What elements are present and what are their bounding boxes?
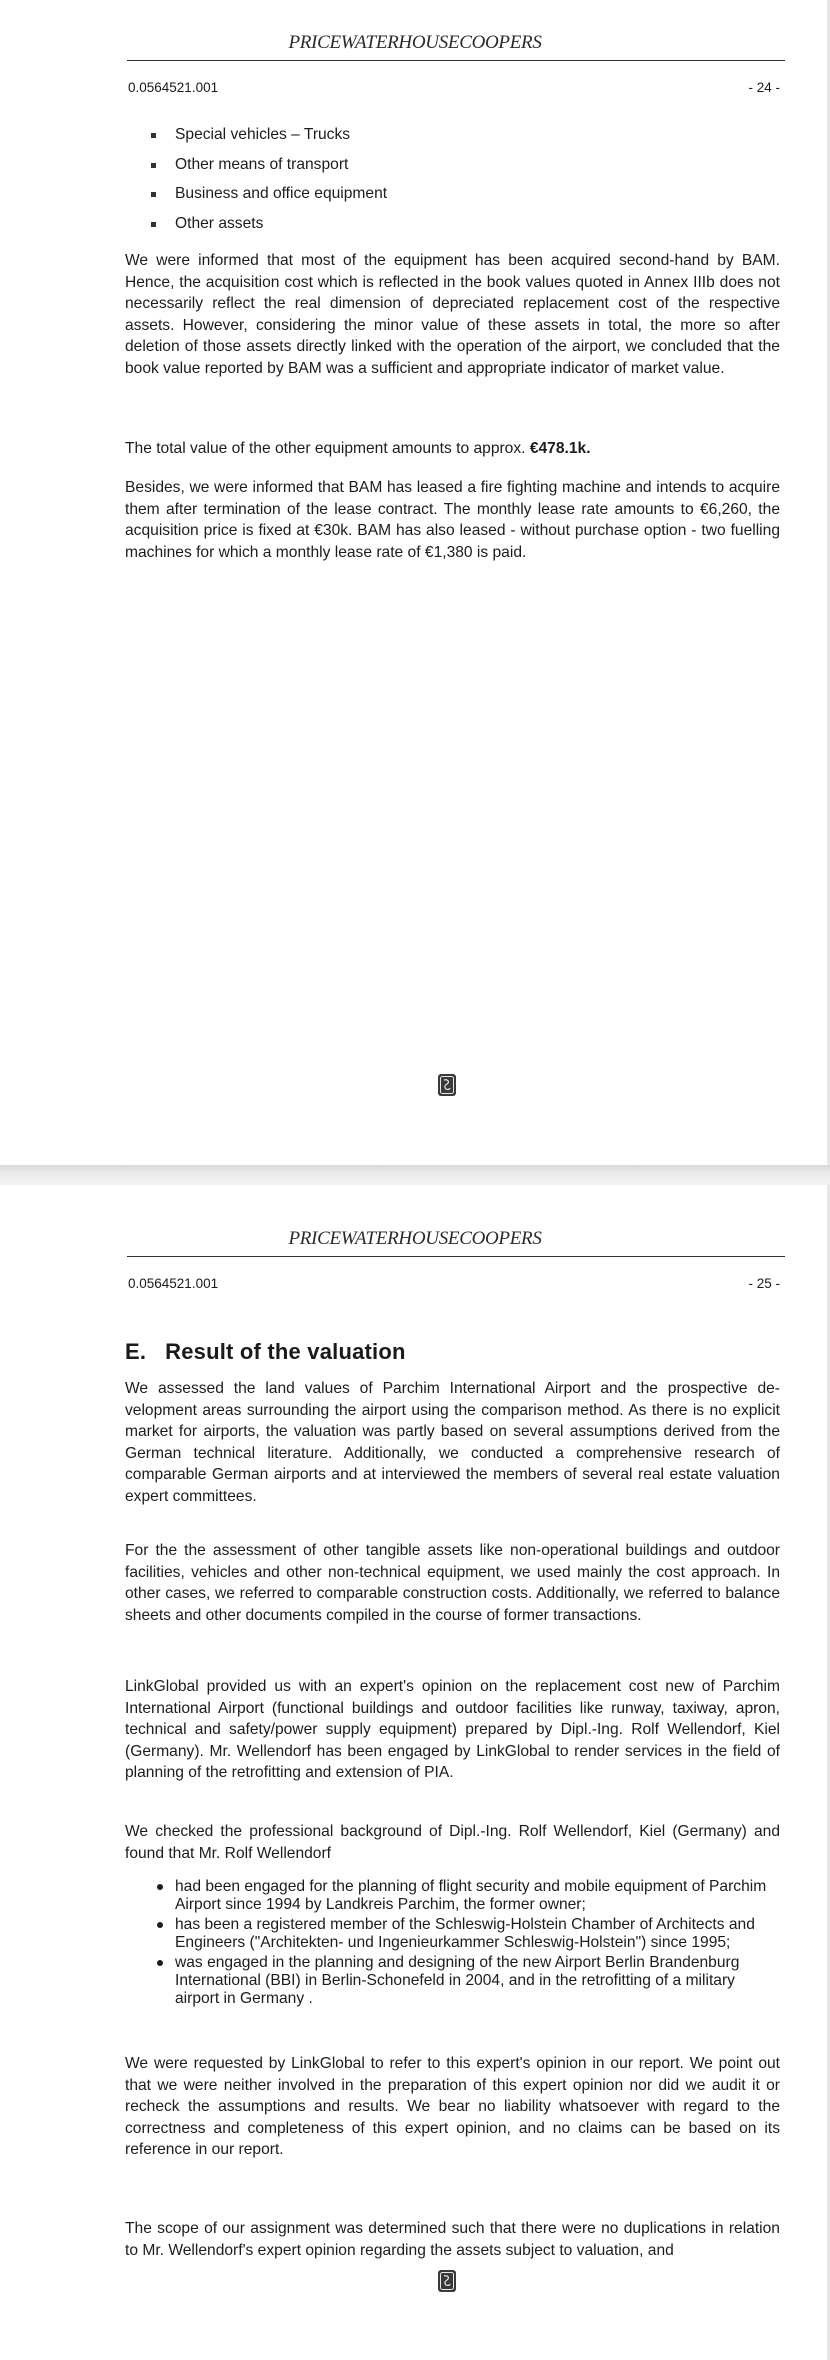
- list-item: Business and office equipment: [125, 179, 780, 209]
- asset-list: [125, 120, 780, 238]
- list-item: has been a registered member of the Schleswig-Holstein Chamber of Architects and Engineers ("Architekten- und Ingenieurkammer Schleswig-Holstein") since 1995;: [125, 1916, 780, 1952]
- total-text: The total value of the other equipment amounts to approx.: [125, 440, 530, 457]
- company-logo: PRICEWATERHOUSECOOPERS: [288, 1228, 542, 1249]
- page-number: - 25 -: [748, 1276, 780, 1291]
- pwc-seal-icon: [438, 2270, 456, 2292]
- paragraph-leases: [125, 477, 780, 563]
- paragraph: We checked the professional background of Dipl.-Ing. Rolf Wellendorf, Kiel (Germany) and found that Mr. Rolf Wellendorf: [125, 1823, 780, 1862]
- header-rule: [127, 1256, 785, 1257]
- paragraph-scope: [125, 2218, 780, 2261]
- paragraph: We were informed that most of the equipment has been acquired second-hand by BAM. Hence, the acquisition cost which is reflected in the book values quoted in Annex IIIb does not necessarily reflect the real dimension of depreciated replacement cost of the respective assets. However, considering the minor value of these assets in total, the more so after deletion of those assets directly linked with the operation of the airport, we concluded that the book value reported by BAM was a sufficient and appropriate indicator of market value.: [125, 252, 780, 377]
- paragraph-background: [125, 1821, 780, 1864]
- paragraph: [125, 438, 780, 460]
- list-item: Special vehicles – Trucks: [125, 120, 780, 150]
- list-item: was engaged in the planning and designing of the new Airport Berlin Brandenburg International (BBI) in Berlin-Schonefeld in 2004, and in the retrofitting of a military airport in Germany .: [125, 1954, 780, 2008]
- list-item: Other means of transport: [125, 150, 780, 180]
- paragraph: For the the assessment of other tangible assets like non-operational buildings and outdoor facilities, vehicles and other non-technical equipment, we used mainly the cost approach. In other cases, we referred to comparable construction costs. Additionally, we referred to balance sheets and other documents compiled in the course of former transactions.: [125, 1542, 780, 1624]
- section-title: E. Result of the valuation: [125, 1339, 406, 1364]
- total-value: €478.1k.: [529, 440, 591, 457]
- paragraph: We assessed the land values of Parchim International Airport and the prospective development areas surrounding the airport using the comparison method. As there is no explicit market for airports, the valuation was partly based on several assumptions derived from the German technical literature. Additionally, we conducted a comprehensive research of comparable German airports and at interviewed the members of several real estate valuation expert committees.: [125, 1380, 780, 1505]
- document-number: 0.0564521.001: [128, 1276, 219, 1291]
- paragraph-total: [125, 438, 780, 460]
- paragraph-tangible-assets: [125, 1540, 780, 1626]
- section-heading: [125, 1339, 780, 1365]
- paragraph: We were requested by LinkGlobal to refer to this expert's opinion in our report. We point out that we were neither involved in the preparation of this expert opinion nor did we audit it or recheck the assumptions and results. We bear no liability whatsoever with regard to the correctness and completeness of this expert opinion, and no claims can be based on its reference in our report.: [125, 2055, 780, 2158]
- page-number: - 24 -: [748, 80, 780, 95]
- pwc-seal-icon: [438, 1074, 456, 1096]
- paragraph: Besides, we were informed that BAM has leased a fire fighting machine and intends to acquire them after termination of the lease contract. The monthly lease rate amounts to €6,260, the acquisition price is fixed at €30k. BAM has also leased - without purchase option - two fuelling machines for which a monthly lease rate of €1,380 is paid.: [125, 479, 780, 561]
- background-list: [125, 1878, 780, 2010]
- paragraph: LinkGlobal provided us with an expert's opinion on the replacement cost new of Parchim International Airport (functional buildings and outdoor facilities like runway, taxiway, apron, technical and safety/power supply equipment) prepared by Dipl.-Ing. Rolf Wellendorf, Kiel (Germany). Mr. Wellendorf has been engaged by LinkGlobal to render services in the field of planning of the retrofitting and extension of PIA.: [125, 1678, 780, 1781]
- header-rule: [127, 60, 785, 61]
- paragraph-expert-opinion: [125, 1676, 780, 1784]
- document-page-24: [0, 0, 830, 1165]
- company-logo: PRICEWATERHOUSECOOPERS: [288, 32, 542, 53]
- paragraph-equipment: [125, 250, 780, 379]
- list-item: had been engaged for the planning of flight security and mobile equipment of Parchim Airport since 1994 by Landkreis Parchim, the former owner;: [125, 1878, 780, 1914]
- paragraph-liability: [125, 2053, 780, 2161]
- document-number: 0.0564521.001: [128, 80, 219, 95]
- document-page-25: [0, 1185, 830, 2360]
- paragraph-land-values: [125, 1378, 780, 1507]
- list-item: Other assets: [125, 209, 780, 239]
- paragraph: The scope of our assignment was determined such that there were no duplications in relation to Mr. Wellendorf's expert opinion regarding the assets subject to valuation, and: [125, 2220, 780, 2259]
- page-separator: [0, 1165, 830, 1185]
